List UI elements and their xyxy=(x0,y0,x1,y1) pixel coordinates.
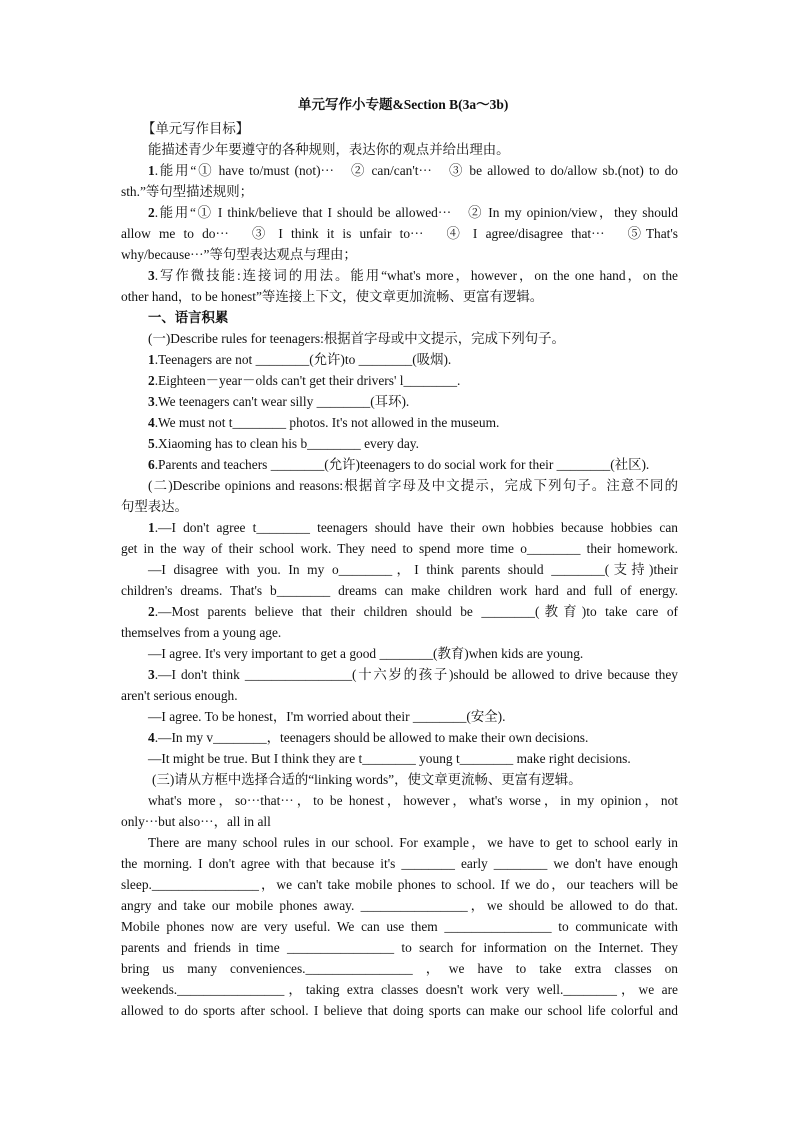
passage-line-7: bring us many conveniences.________________ ，we have to take extra classes on xyxy=(121,961,678,976)
item-text: .Teenagers are not ________(允许)to ________(吸烟). xyxy=(154,352,452,367)
linking-words-line-2: only···but also···，all in all xyxy=(121,814,271,829)
goal-3-line-1 xyxy=(148,267,678,284)
item-number: 1 xyxy=(148,352,155,367)
part-1-item-4 xyxy=(148,414,499,431)
question-number: 3 xyxy=(148,667,155,682)
part-1-item-1 xyxy=(148,351,451,368)
goal-2-line-3: why/because···”等句型表达观点与理由； xyxy=(121,247,357,262)
goal-2-number: 2 xyxy=(148,205,155,220)
goal-1-line-1 xyxy=(148,162,678,179)
item-text: .We must not t________ photos. It's not allowed in the museum. xyxy=(154,415,500,430)
item-text: .Parents and teachers ________(允许)teenagers to do social work for their ________(社区). xyxy=(154,457,650,472)
part-2-q1-line-4: children's dreams. That's b________ dreams can make children work hard and full of energy. xyxy=(121,583,678,598)
part-2-q3-line-3: —I agree. To be honest，I'm worried about their ________(安全). xyxy=(148,709,506,724)
part-2-q4-line-2: —It might be true. But I think they are t________ young t________ make right decisions. xyxy=(148,751,631,766)
part-2-q2-line-1 xyxy=(148,603,678,620)
part-1-item-6 xyxy=(148,456,649,473)
goal-3-number: 3 xyxy=(148,268,155,283)
part-1-item-2 xyxy=(148,372,460,389)
goal-2-line-2: allow me to do··· ③ I think it is unfair to··· ④ I agree/disagree that··· ⑤That's xyxy=(121,226,678,241)
question-number: 2 xyxy=(148,604,155,619)
item-text: .Xiaoming has to clean his b________ every day. xyxy=(154,436,419,451)
question-text: .—Most parents believe that their children should be ________(教育)to take care of xyxy=(154,604,678,619)
question-text: .—I don't think ________________(十六岁的孩子)should be allowed to drive because they xyxy=(154,667,678,682)
question-number: 4 xyxy=(148,730,155,745)
item-number: 3 xyxy=(148,394,155,409)
part-2-q3-line-1 xyxy=(148,666,678,683)
item-number: 6 xyxy=(148,457,155,472)
passage-line-1: There are many school rules in our school. For example，we have to get to school early in xyxy=(148,835,678,850)
part-2-q2-line-2: themselves from a young age. xyxy=(121,625,282,640)
goal-1-text: .能用“① have to/must (not)··· ② can/can't··· ③ be allowed to do/allow sb.(not) to do xyxy=(154,163,678,178)
part-2-q1-line-3: —I disagree with you. In my o________，I think parents should ________(支持)their xyxy=(148,562,678,577)
page-title: 单元写作小专题&Section B(3a～3b) xyxy=(298,97,509,112)
goal-2-line-1 xyxy=(148,204,678,221)
part-1-item-5 xyxy=(148,435,419,452)
passage-line-8: weekends.________________，taking extra classes doesn't work very well.________，we are xyxy=(121,982,678,997)
item-text: .Eighteen－year－olds can't get their drivers' l________. xyxy=(154,373,461,388)
goal-intro: 能描述青少年要遵守的各种规则，表达你的观点并给出理由。 xyxy=(148,142,510,157)
item-text: .We teenagers can't wear silly ________(耳环). xyxy=(154,394,410,409)
item-number: 5 xyxy=(148,436,155,451)
part-3-heading: (三)请从方框中选择合适的“linking words”，使文章更流畅、更富有逻辑。 xyxy=(152,772,582,787)
passage-line-9: allowed to do sports after school. I believe that doing sports can make our school life colorful and xyxy=(121,1003,678,1018)
part-2-q2-line-3: —I agree. It's very important to get a good ________(教育)when kids are young. xyxy=(148,646,584,661)
goal-3-text: .写作微技能:连接词的用法。能用“what's more，however，on the one hand，on the xyxy=(154,268,678,283)
part-2-heading-line-2: 句型表达。 xyxy=(121,499,188,514)
question-number: 1 xyxy=(148,520,155,535)
question-text: .—In my v________，teenagers should be allowed to make their own decisions. xyxy=(154,730,589,745)
part-2-q1-line-2: get in the way of their school work. They need to spend more time o________ their homework. xyxy=(121,541,678,556)
part-2-q3-line-2: aren't serious enough. xyxy=(121,688,238,703)
passage-line-5: Mobile phones now are very useful. We can use them ________________ to communicate with xyxy=(121,919,678,934)
part-1-item-3 xyxy=(148,393,409,410)
passage-line-2: the morning. I don't agree with that because it's ________ early ________ we don't have enough xyxy=(121,856,678,871)
passage-line-3: sleep.________________，we can't take mobile phones to school. If we do，our teachers will be xyxy=(121,877,678,892)
passage-line-4: angry and take our mobile phones away. ________________，we should be allowed to do that. xyxy=(121,898,678,913)
goal-1-line-2: sth.”等句型描述规则； xyxy=(121,184,254,199)
item-number: 4 xyxy=(148,415,155,430)
passage-line-6: parents and friends in time ________________ to search for information on the Internet. They xyxy=(121,940,678,955)
question-text: .—I don't agree t________ teenagers should have their own hobbies because hobbies can xyxy=(154,520,678,535)
part-2-q1-line-1 xyxy=(148,519,678,536)
goal-3-line-2: other hand，to be honest”等连接上下文，使文章更加流畅、更富有逻辑。 xyxy=(121,289,544,304)
part-2-q4-line-1 xyxy=(148,729,588,746)
part-2-heading-line-1: (二)Describe opinions and reasons:根据首字母及中文提示，完成下列句子。注意不同的 xyxy=(148,478,678,493)
section-1-heading: 一、语言积累 xyxy=(148,310,229,325)
linking-words-line-1: what's more，so···that···，to be honest，however，what's worse，in my opinion，not xyxy=(148,793,678,808)
goal-1-number: 1 xyxy=(148,163,155,178)
item-number: 2 xyxy=(148,373,155,388)
goal-heading: 【单元写作目标】 xyxy=(142,121,250,136)
part-1-heading: (一)Describe rules for teenagers:根据首字母或中文提示，完成下列句子。 xyxy=(148,331,565,346)
goal-2-text: .能用“① I think/believe that I should be allowed··· ② In my opinion/view，they should xyxy=(154,205,678,220)
